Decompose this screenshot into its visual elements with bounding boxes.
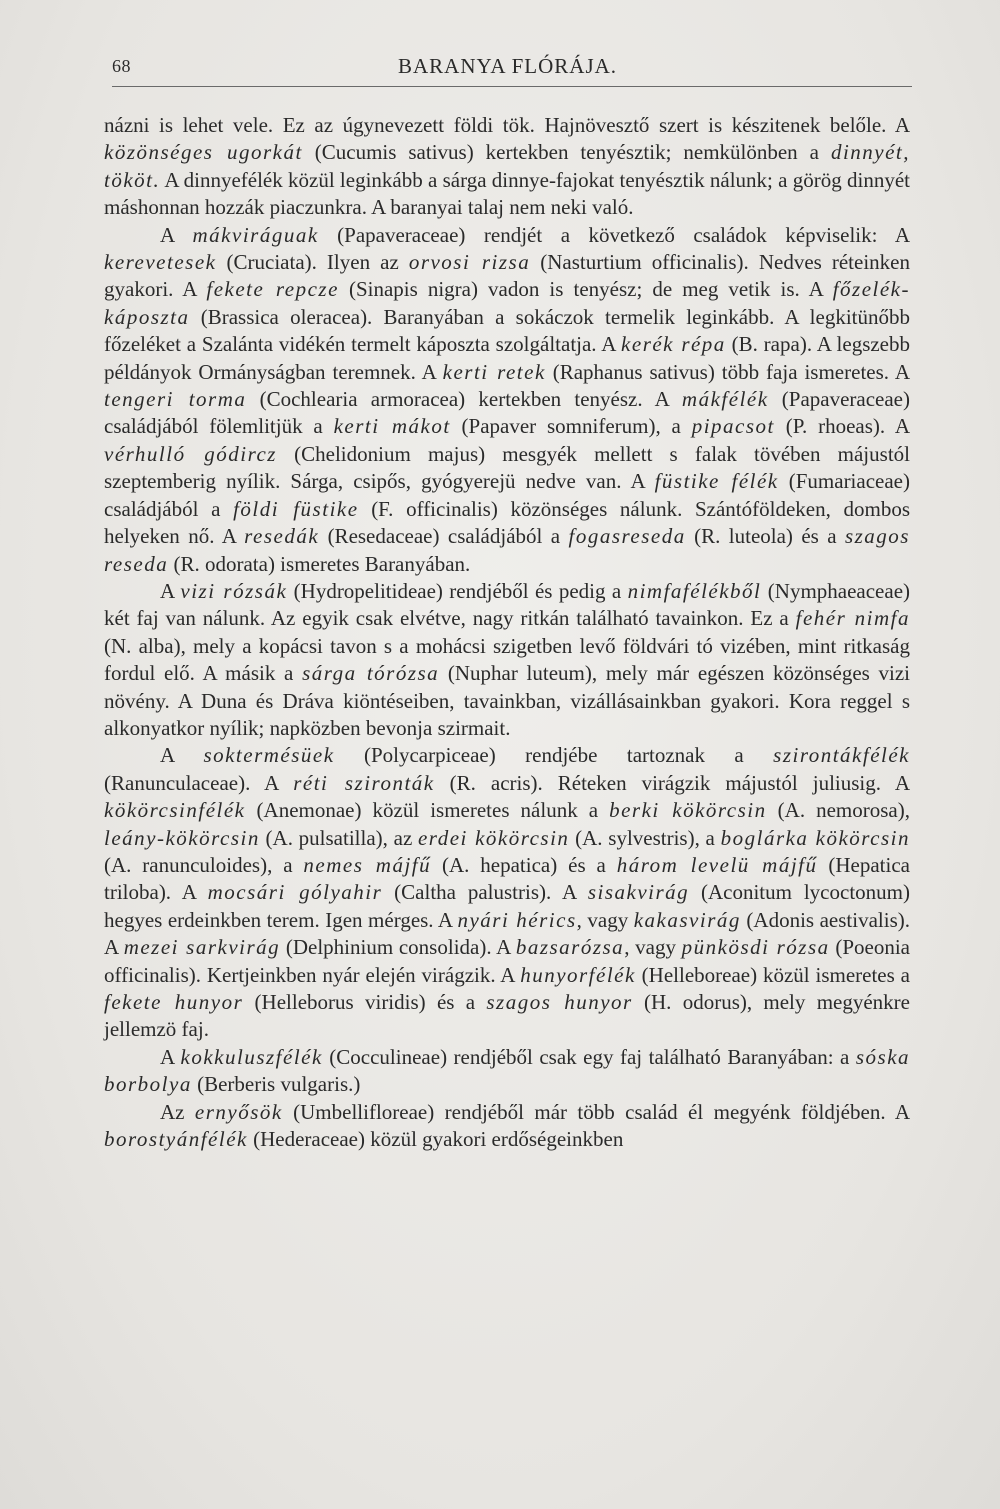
text-run: A xyxy=(160,578,181,603)
text-run: (Papaver somniferum), a xyxy=(450,414,692,439)
italic-term: borostyánfélék xyxy=(104,1127,248,1152)
text-run: (P. rhoeas). A xyxy=(774,414,910,439)
text-run: A dinnyefélék közül leginkább a sárga dinnye-fajokat tenyésztik nálunk; a görög dinnyét máshonnan hozzák piaczunkra. A baranyai talaj nem neki való. xyxy=(104,167,910,220)
text-run: (Cocculineae) rendjéből csak egy faj található Baranyában: a xyxy=(322,1044,856,1069)
text-run: (Sinapis nigra) vadon is tenyész; de meg vetik is. A xyxy=(338,277,833,302)
text-run: (Helleborus viridis) és a xyxy=(243,990,487,1014)
italic-term: kakasvirág xyxy=(633,907,741,932)
text-run: (A. sylvestris), a xyxy=(569,825,721,850)
text-run: (H. odorus), mely megyénkre jellemzö faj. xyxy=(104,990,910,1042)
text-run: (Nasturtium officinalis). Nedves réteinken gyakori. A xyxy=(104,250,910,302)
text-run: (R. odorata) ismeretes Baranyában. xyxy=(168,551,471,576)
text-run: (A. nemorosa), xyxy=(766,798,911,823)
italic-term: főzelék-káposzta xyxy=(104,277,910,329)
text-run: (Helleboreae) közül ismeretes a xyxy=(635,962,910,987)
body-text xyxy=(104,112,910,1153)
italic-term: fekete repcze xyxy=(206,277,339,302)
text-run: (Chelidonium majus) mesgyék mellett s falak tövében májustól szeptemberig nyílik. Sárga, csipős, gyógyerejü nedve van. A xyxy=(104,441,910,494)
italic-term: pünkösdi rózsa xyxy=(681,935,830,960)
text-run: A xyxy=(160,222,193,247)
text-run: , vagy xyxy=(576,907,634,932)
text-run: (Berberis vulgaris.) xyxy=(191,1072,361,1097)
text-run: (R. acris). Réteken virágzik májustól juliusig. A xyxy=(434,770,911,795)
text-run: (Delphinium consolida). A xyxy=(280,935,516,960)
text-run: (Polycarpiceae) rendjébe tartoznak a xyxy=(334,743,774,768)
italic-term: szagos hunyor xyxy=(486,990,633,1014)
text-run: (Hydropelitideae) rendjéből és pedig a xyxy=(287,578,628,603)
text-run: Az xyxy=(160,1099,195,1124)
text-run: (Poeonia officinalis). Kertjeinkben nyár elején virágzik. A xyxy=(104,935,910,987)
paragraph xyxy=(104,112,910,222)
text-run: (Fumariaceae) családjából a xyxy=(104,469,910,521)
text-run: (B. rapa). A legszebb példányok Ormányságban teremnek. A xyxy=(104,332,911,384)
italic-term: berki kökörcsin xyxy=(609,798,767,823)
text-run: (A. hepatica) és a xyxy=(431,852,617,877)
text-run: (Cucumis sativus) kertekben tenyésztik; nemkülönben a xyxy=(302,140,831,165)
text-run: (A. pulsatilla), az xyxy=(259,825,418,850)
italic-term: sárga tórózsa xyxy=(302,661,440,686)
italic-term: nyári hérics xyxy=(457,907,577,932)
text-run: (Cochlearia armoracea) kertekben tenyész. A xyxy=(246,387,682,412)
italic-term: soktermésüek xyxy=(203,743,335,768)
italic-term: vizi rózsák xyxy=(180,578,288,603)
text-run: (Cruciata). Ilyen az xyxy=(216,250,409,275)
italic-term: fekete hunyor xyxy=(104,990,244,1014)
italic-term: szagos reseda xyxy=(104,524,910,576)
header-rule xyxy=(112,86,912,87)
italic-term: kerti retek xyxy=(442,359,546,384)
italic-term: három levelü májfű xyxy=(616,852,818,877)
italic-term: fehér nimfa xyxy=(795,606,911,631)
text-run: (Raphanus sativus) több faja ismeretes. A xyxy=(545,359,910,384)
italic-term: resedák xyxy=(244,524,320,549)
italic-term: kökörcsinfélék xyxy=(104,798,246,823)
text-run: (Hepatica triloba). A xyxy=(104,852,910,905)
text-run: (Brassica oleracea). Baranyában a sokáczok termelik leginkább. A legkitünőbb főzeléket a Szalánta vidékén termelt káposzta szolgáltatja. A xyxy=(104,304,910,357)
text-run: (Papaveraceae) rendjét a következő családok képviselik: A xyxy=(318,222,910,247)
italic-term: réti szironták xyxy=(293,770,435,795)
text-run: , vagy xyxy=(624,935,682,960)
italic-term: nemes májfű xyxy=(303,852,432,877)
text-run: (Resedaceae) családjából a xyxy=(319,524,569,549)
page-header xyxy=(112,52,912,92)
text-run: (Hederaceae) közül gyakori erdőségeinkben xyxy=(247,1127,624,1152)
italic-term: tengeri torma xyxy=(104,387,247,412)
text-run: (Nuphar luteum), mely már egészen közönséges vizi növény. A Duna és Dráva kiöntéseiben, tavainkban, vizállásainkban gyakori. Kora reggel s alkonyatkor nyílik; napközben bevonja szirmait. xyxy=(104,661,911,740)
italic-term: vérhulló gódircz xyxy=(104,441,277,466)
italic-term: bazsarózsa xyxy=(515,935,625,960)
italic-term: ernyősök xyxy=(194,1099,283,1124)
paragraph xyxy=(104,578,910,742)
text-run: (Aconitum lycoctonum) hegyes erdeinkben terem. Igen mérges. A xyxy=(104,880,910,932)
paragraph xyxy=(104,222,910,578)
italic-term: szirontákfélék xyxy=(773,743,910,768)
italic-term: közönséges ugorkát xyxy=(104,140,303,165)
italic-term: nimfafélékből xyxy=(627,578,762,603)
text-run: (Anemonae) közül ismeretes nálunk a xyxy=(245,798,610,823)
italic-term: orvosi rizsa xyxy=(408,250,531,275)
italic-term: pipacsot xyxy=(691,414,775,439)
text-run: (R. luteola) és a xyxy=(685,524,845,549)
italic-term: boglárka kökörcsin xyxy=(720,825,911,850)
italic-term: erdei kökörcsin xyxy=(417,825,570,850)
text-run: (A. ranunculoides), a xyxy=(104,852,304,877)
italic-term: kokkuluszfélék xyxy=(180,1044,323,1069)
text-run: (F. officinalis) közönséges nálunk. Szántóföldeken, dombos helyeken nő. A xyxy=(104,496,910,549)
text-run: A xyxy=(160,743,204,768)
text-run: (Papaveraceae) családjából fölemlitjük a xyxy=(104,387,910,439)
italic-term: fogasreseda xyxy=(568,524,686,549)
paragraph xyxy=(104,1099,910,1154)
text-run: (Adonis aestivalis). A xyxy=(104,907,910,960)
italic-term: mezei sarkvirág xyxy=(123,935,281,960)
text-run: (Nymphaeaceae) két faj van nálunk. Az egyik csak elvétve, nagy ritkán található tavainkon. Ez a xyxy=(104,578,911,631)
text-run: (Caltha palustris). A xyxy=(382,880,588,905)
italic-term: kerevetesek xyxy=(104,250,217,275)
italic-term: mákviráguak xyxy=(192,222,319,247)
paragraph xyxy=(104,742,910,1043)
text-run: (N. alba), mely a kopácsi tavon s a mohácsi szigetben levő földvári tó vizében, mint ritkaság fordul elő. A másik a xyxy=(104,633,910,686)
italic-term: mákfélék xyxy=(681,387,769,412)
italic-term: leány-kökörcsin xyxy=(104,825,260,850)
running-head: BARANYA FLÓRÁJA. xyxy=(398,54,618,78)
paragraph xyxy=(104,1044,910,1099)
italic-term: sisakvirág xyxy=(587,880,690,905)
italic-term: sóska borbolya xyxy=(104,1044,911,1097)
italic-term: dinnyét, tököt. xyxy=(104,140,910,192)
text-run: názni is lehet vele. Ez az úgynevezett földi tök. Hajnövesztő szert is készitenek belőle. A xyxy=(104,113,910,137)
italic-term: mocsári gólyahir xyxy=(207,880,383,905)
italic-term: kerék répa xyxy=(621,332,726,357)
italic-term: kerti mákot xyxy=(333,414,451,439)
italic-term: füstike félék xyxy=(654,469,779,494)
italic-term: földi füstike xyxy=(233,496,359,521)
italic-term: hunyorfélék xyxy=(520,962,636,987)
text-run: (Ranunculaceae). A xyxy=(104,770,294,795)
page-number: 68 xyxy=(112,56,131,76)
text-run: A xyxy=(160,1044,181,1069)
text-run: (Umbelliflorеae) rendjéből már több család él megyénk földjében. A xyxy=(282,1099,910,1124)
